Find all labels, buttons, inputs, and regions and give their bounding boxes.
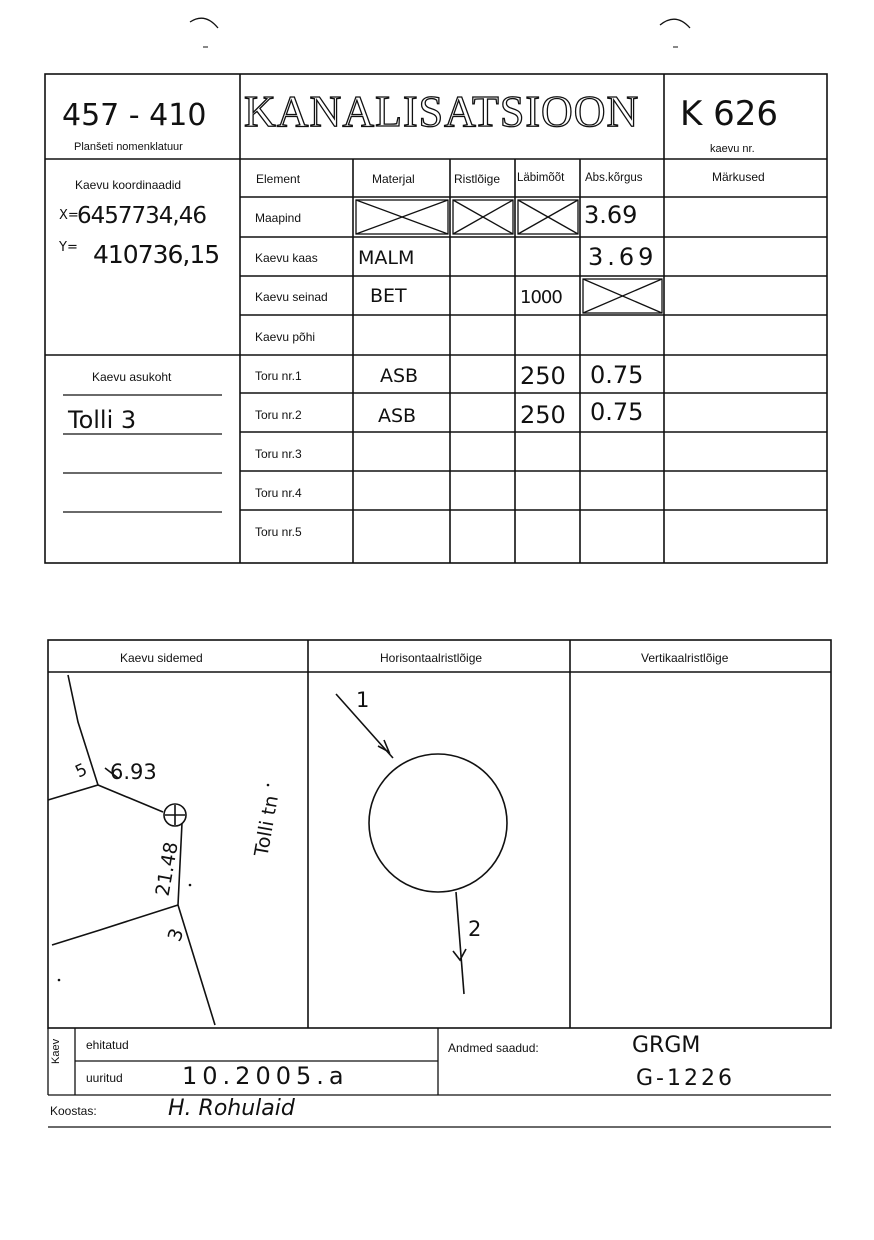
sketch-street-name: Tolli tn bbox=[250, 793, 283, 859]
col-header-diameter: Läbimõõt bbox=[517, 172, 565, 184]
x-coordinate-value: 6457734,46 bbox=[77, 203, 207, 229]
horizontal-section-header: Horisontaalristlõige bbox=[380, 651, 483, 665]
sketch-distance-2: 21.48 bbox=[151, 840, 183, 898]
col-header-material: Materjal bbox=[372, 172, 415, 186]
cell-material: ASB bbox=[380, 365, 419, 387]
row-label: Kaevu kaas bbox=[255, 251, 318, 265]
sketch-label-3: 3 bbox=[163, 925, 189, 945]
row-label: Toru nr.5 bbox=[255, 525, 302, 539]
well-number-value: K 626 bbox=[680, 94, 778, 134]
row-label: Toru nr.1 bbox=[255, 369, 302, 383]
col-header-element: Element bbox=[256, 172, 301, 186]
data-source-label: Andmed saadud: bbox=[448, 1041, 539, 1055]
cell-material: BET bbox=[370, 285, 407, 307]
cell-material: MALM bbox=[358, 247, 415, 269]
col-header-remarks: Märkused bbox=[712, 170, 765, 184]
row-label: Toru nr.3 bbox=[255, 447, 302, 461]
cell-diameter: 250 bbox=[520, 401, 566, 429]
pipe-label-1: 1 bbox=[356, 688, 370, 712]
col-header-section: Ristlõige bbox=[454, 172, 501, 186]
compiled-by-label: Koostas: bbox=[50, 1104, 97, 1118]
cell-material: ASB bbox=[378, 405, 417, 427]
sketch-distance-1: 6.93 bbox=[110, 760, 157, 784]
pipe-label-2: 2 bbox=[468, 917, 482, 941]
well-number-label: kaevu nr. bbox=[710, 143, 755, 155]
cell-diameter: 1000 bbox=[520, 287, 562, 308]
page-title: KANALISATSIOON bbox=[244, 87, 640, 136]
cell-abs-height: 3.69 bbox=[588, 243, 658, 271]
nomenclature-label: Planšeti nomenklatuur bbox=[74, 141, 183, 153]
built-label: ehitatud bbox=[86, 1038, 129, 1052]
data-source-code: G-1226 bbox=[636, 1066, 735, 1091]
well-side-label: Kaev bbox=[50, 1038, 62, 1064]
x-prefix: X= bbox=[59, 208, 79, 223]
surveyed-value: 10.2005.a bbox=[182, 1062, 349, 1090]
sketch-header: Kaevu sidemed bbox=[120, 651, 203, 665]
data-source-value: GRGM bbox=[632, 1033, 701, 1058]
vertical-section-header: Vertikaalristlõige bbox=[641, 651, 729, 665]
row-label: Toru nr.4 bbox=[255, 486, 302, 500]
row-label: Kaevu põhi bbox=[255, 330, 316, 344]
row-label: Toru nr.2 bbox=[255, 408, 302, 422]
cell-abs-height: 3.69 bbox=[584, 201, 638, 229]
col-header-abs-height: Abs.kõrgus bbox=[585, 172, 643, 184]
row-label: Maapind bbox=[255, 211, 302, 225]
sketch-label-5: 5 bbox=[72, 759, 91, 783]
nomenclature-value: 457 - 410 bbox=[62, 98, 207, 133]
cell-abs-height: 0.75 bbox=[590, 361, 644, 389]
cell-abs-height: 0.75 bbox=[590, 398, 644, 426]
row-label: Kaevu seinad bbox=[255, 290, 328, 304]
y-prefix: Y= bbox=[59, 240, 78, 255]
coordinates-label: Kaevu koordinaadid bbox=[75, 178, 182, 192]
location-value: Tolli 3 bbox=[68, 406, 137, 434]
cell-diameter: 250 bbox=[520, 362, 566, 390]
y-coordinate-value: 410736,15 bbox=[93, 240, 220, 269]
location-label: Kaevu asukoht bbox=[92, 370, 172, 384]
compiled-by-value: H. Rohulaid bbox=[168, 1096, 295, 1121]
surveyed-label: uuritud bbox=[86, 1071, 123, 1085]
